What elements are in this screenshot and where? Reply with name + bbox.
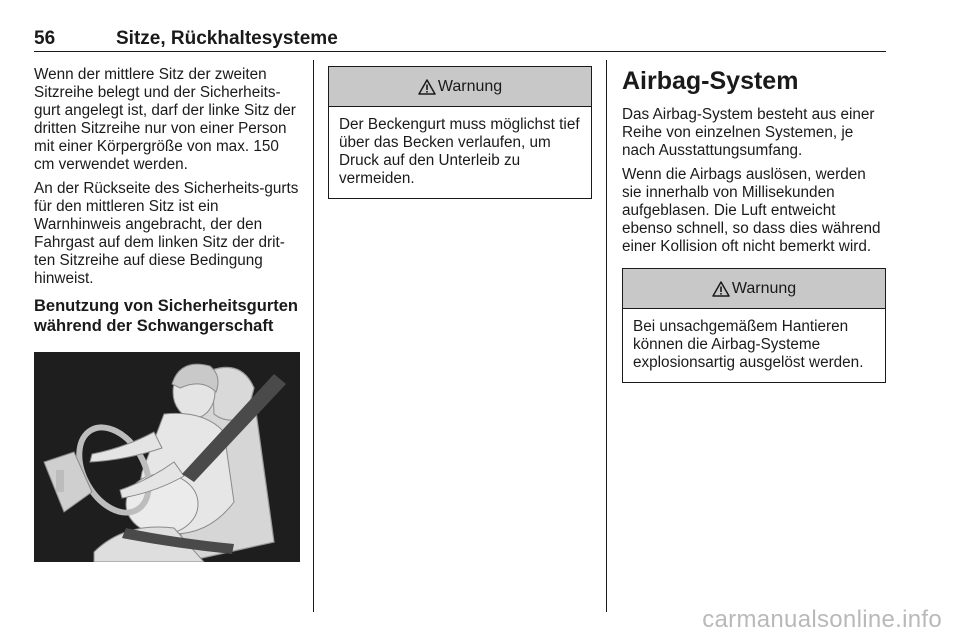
page-header bbox=[34, 26, 886, 52]
warning-title: Warnung bbox=[731, 279, 797, 297]
pregnant-seatbelt-illustration bbox=[34, 352, 300, 562]
subheading: Benutzung von Sicherheitsgurten während der Schwangerschaft bbox=[34, 297, 299, 335]
watermark: carmanualsonline.info bbox=[702, 606, 942, 633]
column-divider bbox=[313, 60, 314, 612]
paragraph: An der Rückseite des Sicherheits-gurts für den mittleren Sitz ist ein Warnhinweis angebracht, der den Fahrgast auf dem linken Sitz der drit-ten Sitzreihe auf diese Bedingung hinweist. bbox=[34, 180, 299, 287]
column-middle bbox=[328, 66, 592, 199]
column-right bbox=[622, 66, 886, 383]
warning-title: Warnung bbox=[437, 77, 503, 95]
warning-header bbox=[329, 67, 591, 107]
section-title: Sitze, Rückhaltesysteme bbox=[116, 28, 338, 49]
warning-header bbox=[623, 269, 885, 309]
warning-triangle-icon bbox=[712, 281, 730, 297]
warning-text: Der Beckengurt muss möglichst tief über das Becken verlaufen, um Druck auf den Unterleib zu vermeiden. bbox=[339, 116, 580, 187]
warning-text: Bei unsachgemäßem Hantieren können die Airbag-Systeme explosionsartig ausgelöst werden. bbox=[633, 318, 864, 371]
column-left bbox=[34, 66, 300, 562]
paragraph: Das Airbag-System besteht aus einer Reihe von einzelnen Systemen, je nach Ausstattungsumfang. bbox=[622, 106, 875, 159]
warning-box bbox=[622, 268, 886, 383]
column-divider bbox=[606, 60, 607, 612]
page-number: 56 bbox=[34, 28, 56, 49]
warning-triangle-icon bbox=[418, 79, 436, 95]
section-heading: Airbag-System bbox=[622, 67, 799, 95]
warning-box bbox=[328, 66, 592, 199]
paragraph: Wenn die Airbags auslösen, werden sie innerhalb von Millisekunden aufgeblasen. Die Luft entweicht ebenso schnell, so dass dies während einer Kollision oft nicht bemerkt wird. bbox=[622, 166, 881, 255]
paragraph: Wenn der mittlere Sitz der zweiten Sitzreihe belegt und der Sicherheits-gurt angelegt ist, darf der linke Sitz der dritten Sitzreihe nur von einer Person mit einer Körpergröße von max. 150 cm verwendet werden. bbox=[34, 66, 296, 173]
